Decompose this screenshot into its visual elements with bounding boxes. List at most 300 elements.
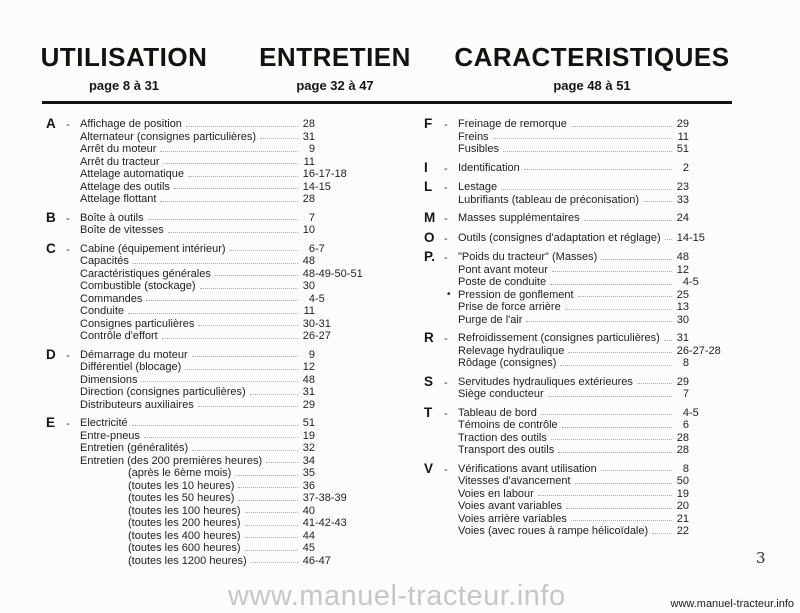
dotted-leader: [565, 299, 672, 310]
index-entry: [80, 374, 374, 387]
entry-label: Entretien (généralités): [80, 442, 189, 454]
dotted-leader: [578, 287, 672, 298]
entry-label: Dimensions: [80, 373, 138, 386]
section-dash: -: [444, 119, 448, 131]
dotted-leader: [601, 249, 672, 260]
dotted-leader: [245, 528, 298, 539]
section-letter: A: [46, 116, 56, 131]
index-section-i: [424, 159, 738, 176]
entry-page-number: 9: [308, 143, 315, 155]
section-entries: [458, 212, 738, 226]
section-header: [46, 209, 80, 237]
dotted-leader: [132, 415, 298, 426]
section-letter: V: [424, 460, 434, 476]
index-section-e: [46, 417, 374, 567]
entry-label: Arrêt du tracteur: [80, 155, 160, 168]
dotted-leader: [146, 291, 298, 302]
header-page-range-entretien: page 32 à 47: [296, 78, 374, 93]
dotted-leader: [566, 498, 672, 509]
dotted-leader: [162, 328, 298, 339]
entry-label: "Poids du tracteur" (Masses): [458, 251, 598, 263]
entry-page-number: 30-31: [302, 317, 331, 330]
entry-label: Identification: [458, 161, 520, 174]
index-entry: [458, 181, 738, 194]
index-entry: [458, 314, 738, 327]
entry-page-number: 30: [676, 313, 689, 326]
dotted-leader: [501, 179, 672, 190]
entry-page-number: 48: [302, 255, 315, 267]
index-entry: [458, 388, 738, 401]
header-title-utilisation: UTILISATION: [40, 42, 208, 72]
section-dash: -: [66, 243, 70, 256]
entry-page-number: 19: [302, 429, 315, 442]
dotted-leader: [548, 386, 672, 397]
index-section-t: [424, 404, 738, 457]
entry-page-number: 12: [302, 361, 315, 373]
header-page-range-caracteristiques: page 48 à 51: [553, 78, 631, 93]
entry-label: (toutes les 400 heures): [128, 529, 241, 542]
dotted-leader: [664, 330, 672, 341]
section-dash: -: [444, 407, 448, 420]
entry-label: Fusibles: [458, 143, 499, 155]
entry-label: (toutes les 200 heures): [128, 517, 241, 529]
dotted-leader: [198, 316, 298, 327]
section-letter: O: [424, 229, 435, 245]
entry-page-number: 10: [302, 224, 315, 236]
entry-label: Cabine (équipement intérieur): [80, 242, 226, 255]
entry-page-number: 41-42-43: [302, 517, 347, 529]
dotted-leader: [144, 428, 298, 439]
entry-page-number: 50: [676, 475, 689, 487]
site-url-text: www.manuel-tracteur.info: [670, 598, 794, 610]
entry-label: Servitudes hydrauliques extérieures: [458, 375, 633, 388]
entry-label: Entretien (des 200 premières heures): [80, 454, 263, 467]
section-header: [424, 460, 458, 538]
entry-label: Voies avant variables: [458, 500, 562, 512]
entry-label: Freins: [458, 130, 489, 143]
index-entry: [458, 444, 738, 457]
index-entry: [80, 330, 374, 343]
section-dash: -: [444, 182, 448, 194]
index-entry: [80, 193, 374, 206]
index-entry: [80, 480, 374, 493]
dotted-leader: [188, 166, 298, 177]
section-header: [424, 404, 458, 457]
entry-label: Consignes particulières: [80, 317, 195, 330]
index-entry: [80, 442, 374, 455]
entry-page-number: 25: [676, 288, 689, 301]
dotted-leader: [245, 515, 298, 526]
index-section-s: [424, 373, 738, 401]
index-entry: [80, 455, 374, 468]
dotted-leader: [133, 253, 298, 264]
dotted-leader: [550, 274, 672, 285]
entry-page-number: 36: [302, 479, 315, 492]
entry-label: (toutes les 10 heures): [128, 479, 235, 492]
index-section-d: [46, 346, 374, 412]
entry-page-number: 28: [302, 118, 315, 130]
section-letter: I: [424, 159, 428, 175]
entry-page-number: 14-15: [676, 231, 705, 244]
entry-label: Freinage de remorque: [458, 118, 567, 130]
entry-page-number: 51: [302, 417, 315, 429]
dotted-leader: [128, 303, 298, 314]
entry-page-number: 48-49-50-51: [302, 267, 363, 280]
header-divider-rule: [42, 101, 732, 104]
entry-page-number: 32: [302, 442, 315, 454]
entry-page-number: 23: [676, 181, 689, 193]
dotted-leader: [238, 478, 298, 489]
entry-page-number: 19: [676, 487, 689, 500]
section-entries: [458, 162, 738, 176]
index-entry: [458, 525, 738, 538]
section-entries: [458, 407, 738, 457]
entry-label: Témoins de contrôle: [458, 419, 558, 431]
index-section-v: [424, 460, 738, 538]
index-section-m: [424, 212, 738, 226]
section-letter: R: [424, 330, 434, 345]
dotted-leader: [174, 179, 298, 190]
section-header: [46, 346, 80, 412]
dotted-leader: [168, 222, 298, 233]
entry-page-number: 22: [676, 525, 689, 537]
entry-label: Tableau de bord: [458, 406, 537, 419]
section-dash: -: [444, 162, 448, 175]
index-section-p: [424, 251, 738, 326]
entry-page-number: 31: [302, 386, 315, 398]
entry-page-number: 4-5: [308, 292, 325, 305]
entry-page-number: 9: [308, 348, 315, 361]
entry-label: Attelage automatique: [80, 168, 184, 180]
entry-page-number: 31: [676, 332, 689, 344]
entry-label: Attelage des outils: [80, 180, 170, 193]
entry-page-number: 35: [302, 467, 315, 479]
entry-label: Différentiel (blocage): [80, 361, 182, 373]
dotted-leader: [148, 210, 298, 221]
section-dash: -: [444, 463, 448, 476]
dotted-leader: [575, 473, 672, 484]
index-entry: [458, 162, 738, 175]
section-letter: D: [46, 346, 56, 362]
dotted-leader: [601, 461, 672, 472]
section-entries: [458, 376, 738, 401]
entry-label: Voies arrière variables: [458, 512, 567, 525]
entry-page-number: 11: [303, 155, 315, 168]
entry-page-number: 33: [676, 193, 689, 206]
section-header: [424, 332, 458, 370]
entry-page-number: 46-47: [302, 554, 331, 567]
entry-page-number: 13: [676, 301, 689, 313]
dotted-leader: [192, 347, 298, 358]
entry-label: Siège conducteur: [458, 388, 544, 400]
section-header: [424, 159, 458, 176]
dotted-leader: [665, 230, 672, 241]
entry-label: Poste de conduite: [458, 276, 547, 288]
header-title-entretien: ENTRETIEN: [259, 42, 411, 72]
header-page-range-utilisation: page 8 à 31: [88, 78, 160, 93]
index-entry: [458, 513, 738, 526]
entry-label: Démarrage du moteur: [80, 348, 188, 361]
section-dash: -: [66, 418, 70, 430]
entry-label: Refroidissement (consignes particulières): [458, 332, 660, 344]
index-section-l: [424, 181, 738, 206]
entry-page-number: 31: [302, 130, 315, 143]
section-dash: -: [444, 232, 448, 245]
entry-label: Voies (avec roues à rampe hélicoïdale): [458, 525, 649, 537]
section-letter: S: [424, 373, 434, 389]
entry-page-number: 11: [303, 305, 315, 317]
entry-label: Caractéristiques générales: [80, 267, 211, 280]
entry-page-number: 28: [676, 444, 689, 456]
section-letter: L: [424, 179, 433, 194]
index-entry: [80, 467, 374, 480]
entry-label: (toutes les 50 heures): [128, 492, 235, 504]
section-entries: [80, 417, 374, 567]
index-section-a: [46, 118, 374, 206]
section-header: [424, 251, 458, 326]
dotted-leader: [637, 374, 672, 385]
entry-label: Commandes: [80, 292, 143, 305]
entry-label: Traction des outils: [458, 431, 547, 444]
entry-label: (après le 6ème mois): [128, 467, 232, 479]
dotted-leader: [562, 417, 672, 428]
dotted-leader: [526, 312, 672, 323]
index-section-r: [424, 332, 738, 370]
section-entries: [80, 349, 374, 412]
index-entry: [80, 505, 374, 518]
section-letter: M: [424, 210, 436, 225]
section-dash: -: [444, 213, 448, 225]
entry-label: Distributeurs auxiliaires: [80, 398, 194, 411]
dotted-leader: [245, 503, 298, 514]
dotted-leader: [198, 397, 298, 408]
dotted-leader: [185, 359, 298, 370]
section-letter: E: [46, 415, 56, 430]
entry-label: Combustible (stockage): [80, 280, 196, 292]
entry-page-number: 6-7: [308, 242, 325, 255]
dotted-leader: [552, 262, 672, 273]
entry-page-number: 40: [302, 504, 315, 517]
entry-page-number: 6: [682, 419, 689, 431]
dotted-leader: [503, 141, 672, 152]
entry-page-number: 24: [676, 212, 689, 224]
dotted-leader: [260, 129, 298, 140]
dotted-leader: [560, 355, 672, 366]
index-entry: [80, 492, 374, 505]
entry-page-number: 8: [682, 357, 689, 369]
entry-page-number: 51: [676, 143, 689, 155]
entry-page-number: 16-17-18: [302, 168, 347, 180]
header-caracteristiques: [450, 42, 734, 93]
section-letter: C: [46, 240, 56, 256]
dotted-leader: [215, 266, 298, 277]
section-entries: [458, 332, 738, 370]
entry-page-number: 11: [677, 130, 689, 143]
entry-page-number: 2: [682, 161, 689, 174]
entry-label: Direction (consignes particulières): [80, 386, 246, 398]
entry-label: Vitesses d'avancement: [458, 475, 571, 487]
dotted-leader: [238, 490, 298, 501]
entry-label: Vérifications avant utilisation: [458, 462, 597, 475]
dotted-leader: [160, 141, 298, 152]
entry-label: Purge de l'air: [458, 313, 523, 326]
entry-page-number: 48: [302, 373, 315, 386]
dotted-leader: [163, 154, 298, 165]
section-dash: -: [66, 349, 70, 362]
dotted-leader: [160, 191, 298, 202]
section-dash: -: [66, 119, 70, 131]
page-folio-number: 3: [756, 549, 766, 567]
entry-label: Contrôle d'effort: [80, 330, 158, 342]
index-column-left: [46, 118, 374, 573]
index-entry: [80, 517, 374, 530]
section-entries: [458, 463, 738, 538]
entry-label: Lestage: [458, 181, 498, 193]
entry-label: Voies en labour: [458, 487, 534, 500]
entry-label: Relevage hydraulique: [458, 344, 565, 357]
entry-page-number: 44: [302, 529, 315, 542]
section-header: [46, 118, 80, 206]
entry-label: (toutes les 100 heures): [128, 504, 241, 517]
section-entries: [458, 181, 738, 206]
entry-page-number: 26-27-28: [676, 344, 721, 357]
dotted-leader: [584, 210, 672, 221]
section-entries: [80, 118, 374, 206]
section-entries: [458, 232, 738, 246]
index-entry: [80, 399, 374, 412]
dotted-leader: [266, 453, 298, 464]
dotted-leader: [250, 384, 298, 395]
section-letter: T: [424, 404, 433, 420]
dotted-leader: [192, 440, 298, 451]
index-entry: [80, 555, 374, 568]
entry-page-number: 8: [682, 462, 689, 475]
dotted-leader: [235, 465, 298, 476]
index-section-b: [46, 209, 374, 237]
dotted-leader: [141, 372, 298, 383]
section-entries: [80, 243, 374, 343]
index-column-right: [424, 118, 738, 544]
index-entry: [80, 118, 374, 131]
section-header: [424, 181, 458, 206]
dotted-leader: [652, 523, 672, 534]
entry-page-number: 28: [302, 193, 315, 205]
dotted-leader: [493, 129, 672, 140]
section-letter: F: [424, 116, 433, 131]
entry-page-number: 34: [302, 454, 315, 467]
index-entry: [458, 357, 738, 370]
entry-label: Alternateur (consignes particulières): [80, 130, 257, 143]
entry-label: Attelage flottant: [80, 193, 157, 205]
entry-page-number: 30: [302, 280, 315, 292]
index-entry: [458, 212, 738, 225]
index-section-f: [424, 118, 738, 156]
section-header: [46, 240, 80, 343]
entry-page-number: 20: [676, 500, 689, 512]
index-entry: [458, 232, 738, 245]
entry-page-number: 21: [676, 512, 689, 525]
entry-page-number: 37-38-39: [302, 492, 347, 504]
entry-label: Affichage de position: [80, 118, 182, 130]
dotted-leader: [558, 442, 672, 453]
entry-label: Conduite: [80, 305, 125, 317]
entry-label: Masses supplémentaires: [458, 212, 580, 224]
section-dash: -: [444, 333, 448, 345]
header-entretien: [243, 42, 427, 93]
entry-label: Entre-pneus: [80, 429, 140, 442]
section-header: [46, 417, 80, 567]
dotted-leader: [538, 486, 672, 497]
section-dash: -: [444, 252, 448, 264]
entry-label: Pression de gonflement: [458, 288, 574, 301]
section-letter: P.: [424, 249, 436, 264]
section-entries: [80, 212, 374, 237]
entry-page-number: 12: [676, 263, 689, 276]
section-letter: B: [46, 209, 56, 225]
entry-page-number: 48: [676, 251, 689, 263]
dotted-leader: [568, 343, 672, 354]
section-dash: -: [444, 376, 448, 389]
entry-page-number: 7: [682, 388, 689, 400]
entry-label: Boîte à outils: [80, 211, 144, 224]
entry-label: Capacités: [80, 255, 129, 267]
dotted-leader: [230, 241, 298, 252]
index-entry: [80, 224, 374, 237]
entry-label: Transport des outils: [458, 444, 555, 456]
entry-page-number: 29: [676, 118, 689, 130]
section-header: [424, 229, 458, 246]
entry-page-number: 4-5: [682, 276, 699, 288]
dotted-leader: [186, 116, 298, 127]
entry-label: (toutes les 1200 heures): [128, 554, 247, 567]
section-entries: [447, 251, 738, 326]
entry-label: Boîte de vitesses: [80, 224, 164, 236]
section-dash: -: [66, 212, 70, 225]
entry-label: Electricité: [80, 417, 128, 429]
entry-label: Rôdage (consignes): [458, 357, 557, 369]
entry-page-number: 29: [302, 398, 315, 411]
entry-label: (toutes les 600 heures): [128, 542, 241, 554]
index-entry: [458, 143, 738, 156]
index-entry: [458, 194, 738, 207]
dotted-leader: [571, 116, 672, 127]
dotted-leader: [541, 405, 672, 416]
index-section-c: [46, 240, 374, 343]
entry-page-number: 45: [302, 542, 315, 554]
entry-page-number: 26-27: [302, 330, 331, 342]
entry-label: Prise de force arrière: [458, 301, 561, 313]
index-section-o: [424, 229, 738, 246]
section-header: [424, 118, 458, 156]
index-entry: [80, 542, 374, 555]
entry-label: Lubrifiants (tableau de préconisation): [458, 193, 640, 206]
section-header: [424, 373, 458, 401]
header-utilisation: [28, 42, 220, 93]
dotted-leader: [245, 540, 298, 551]
dotted-leader: [571, 511, 672, 522]
dotted-leader: [200, 278, 298, 289]
entry-page-number: 14-15: [302, 180, 331, 193]
entry-page-number: 4-5: [682, 406, 699, 419]
entry-bullet: •: [447, 288, 451, 300]
dotted-leader: [643, 192, 672, 203]
index-entry: [80, 530, 374, 543]
section-entries: [458, 118, 738, 156]
entry-page-number: 28: [676, 431, 689, 444]
entry-label: Outils (consignes d'adaptation et réglage): [458, 231, 661, 244]
entry-page-number: 29: [676, 375, 689, 388]
section-header: [424, 212, 458, 226]
